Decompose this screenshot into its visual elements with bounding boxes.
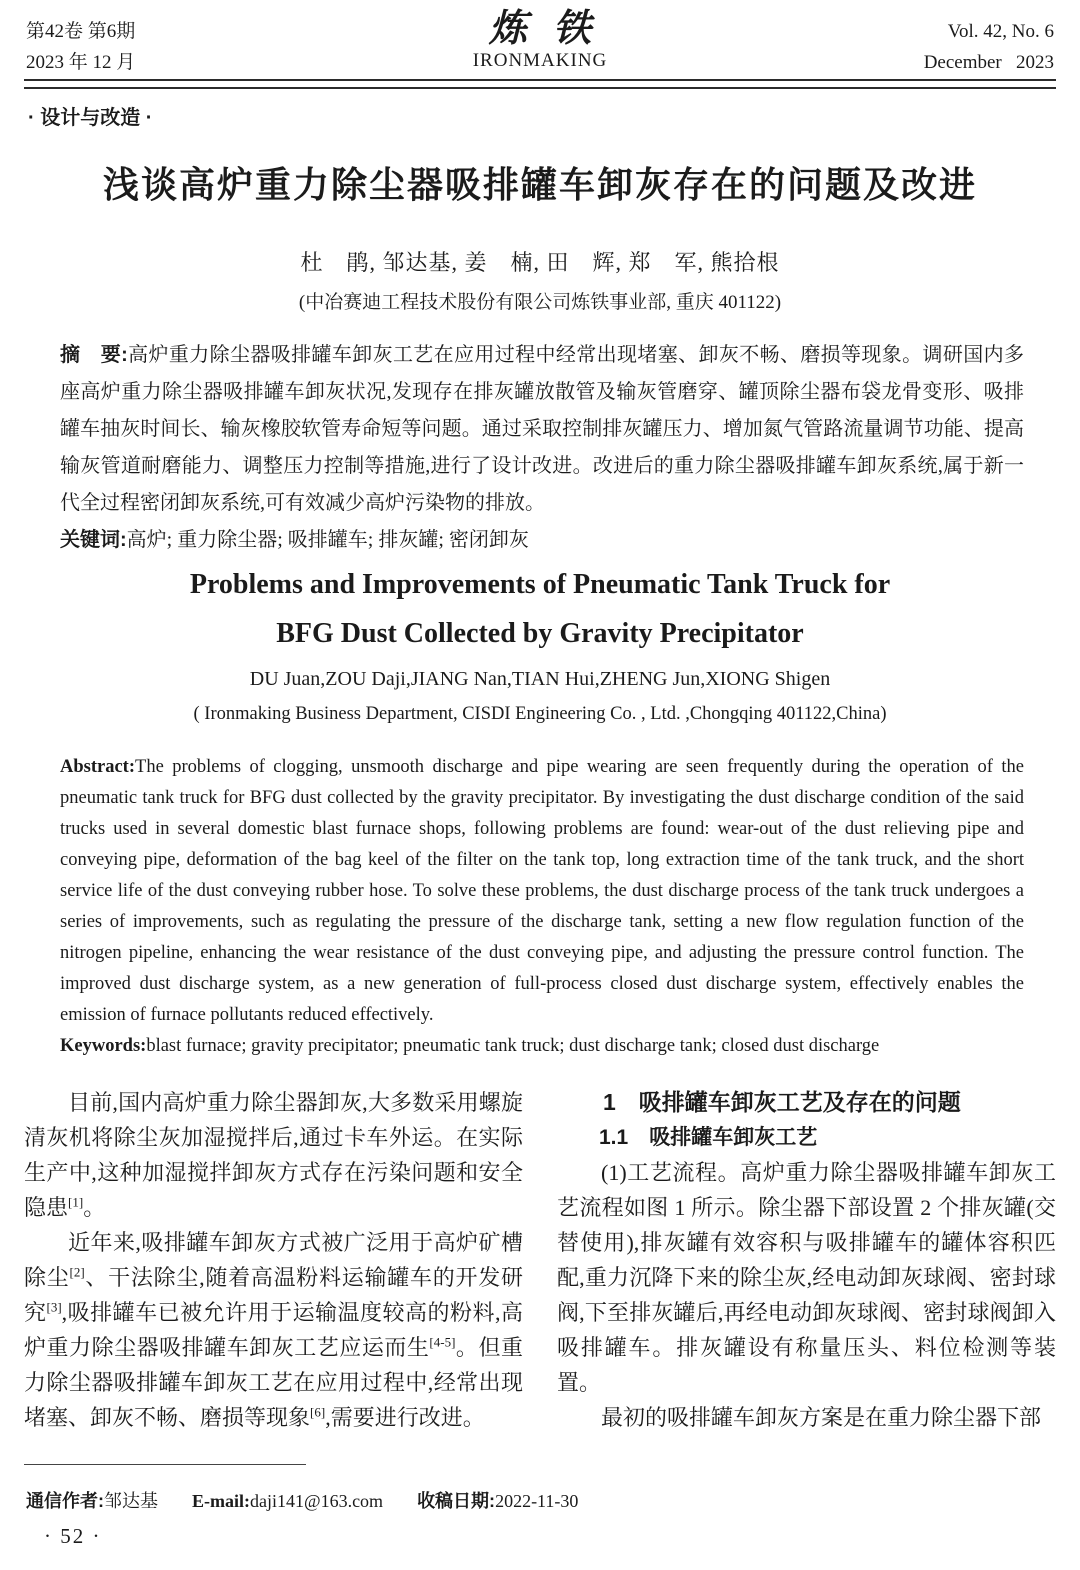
corresponding-author-label: 通信作者: — [26, 1491, 104, 1511]
received-date-label: 收稿日期: — [417, 1491, 496, 1511]
issue-date-cn: 2023 年 12 月 — [26, 52, 136, 73]
abstract-block-cn — [60, 337, 1024, 559]
footnote — [26, 1487, 578, 1513]
page-number: · 52 · — [44, 1524, 102, 1548]
email-value: daji141@163.com — [250, 1491, 384, 1511]
keywords-row-cn — [60, 522, 1024, 559]
abstract-text-cn: 高炉重力除尘器吸排罐车卸灰工艺在应用过程中经常出现堵塞、卸灰不畅、磨损等现象。调研国内多座高炉重力除尘器吸排罐车卸灰状况,发现存在排灰罐放散管及输灰管磨穿、罐顶除尘器布袋龙骨变形、吸排罐车抽灰时间长、输灰橡胶软管寿命短等问题。通过采取控制排灰罐压力、增加氮气管路流量调节功能、提高输灰管道耐磨能力、调整压力控制等措施,进行了设计改进。改进后的重力除尘器吸排罐车卸灰系统,属于新一代全过程密闭卸灰系统,可有效减少高炉污染物的排放。 — [60, 344, 1025, 514]
volume-issue-cn: 第42卷 第6期 — [26, 21, 136, 42]
authors-cn: 杜 鹃, 邹达基, 姜 楠, 田 辉, 郑 军, 熊拾根 — [300, 250, 780, 275]
authors-en: DU Juan,ZOU Daji,JIANG Nan,TIAN Hui,ZHENG Jun,XIONG Shigen — [249, 668, 831, 690]
right-column — [557, 1085, 1056, 1435]
body-paragraph: 近年来,吸排罐车卸灰方式被广泛用于高炉矿槽除尘[2]、干法除尘,随着高温粉料运输罐车的开发研究[3],吸排罐车已被允许用于运输温度较高的粉料,高炉重力除尘器吸排罐车卸灰工艺应运而生[4-5]。但重力除尘器吸排罐车卸灰工艺在应用过程中,经常出现堵塞、卸灰不畅、磨损等现象[6],需要进行改进。 — [24, 1230, 523, 1430]
body-columns — [24, 1085, 1056, 1435]
abstract-label-cn: 摘 要: — [60, 344, 128, 366]
abstract-text-en: The problems of clogging, unsmooth discharge and pipe wearing are seen frequently during the operation of the pneumatic tank truck for BFG dust collected by the gravity precipitator. By investigating the dust discharge condition of the said trucks used in several domestic blast furnace shops, following problems are found: wear-out of the dust relieving pipe and conveying pipe, deformation of the bag keel of the filter on the tank top, long extraction time of the tank truck, and the short service life of the dust conveying rubber hose. To solve these problems, the dust discharge process of the tank truck undergoes a series of improvements, such as regulating the pressure of the discharge tank, setting a new flow regulation function of the nitrogen pipeline, enhancing the wear resistance of the dust conveying pipe, and adjusting the pressure control function. The improved dust discharge system, as a new generation of full-process closed dust discharge system, effectively enables the emission of furnace pollutants reduced effectively. — [60, 757, 1024, 1025]
email-label: E-mail: — [192, 1491, 250, 1511]
keywords-label-cn: 关键词: — [60, 529, 127, 551]
header-divider — [24, 79, 1056, 89]
keywords-text-cn: 高炉; 重力除尘器; 吸排罐车; 排灰罐; 密闭卸灰 — [126, 529, 529, 551]
journal-masthead — [0, 8, 1080, 72]
affiliation-cn: (中冶赛迪工程技术股份有限公司炼铁事业部, 重庆 401122) — [298, 292, 782, 313]
issue-date-en: December 2023 — [923, 52, 1054, 73]
corresponding-author-value: 邹达基 — [104, 1491, 158, 1511]
keywords-label-en: Keywords: — [60, 1036, 147, 1056]
column-section-label: · 设计与改造 · — [28, 107, 153, 129]
article-title-cn: 浅谈高炉重力除尘器吸排罐车卸灰存在的问题及改进 — [102, 164, 977, 205]
article-title-en-line2: BFG Dust Collected by Gravity Precipitator — [276, 618, 804, 649]
article-title-en — [0, 560, 1080, 658]
left-column — [24, 1085, 523, 1435]
body-paragraph: (1)工艺流程。高炉重力除尘器吸排罐车卸灰工艺流程如图 1 所示。除尘器下部设置 2 个排灰罐(交替使用),排灰罐有效容积与吸排罐车的罐体容积匹配,重力沉降下来的除尘灰,经电动卸灰球阀、密封球阀,下至排灰罐后,再经电动卸灰球阀、密封球阀卸入吸排罐车。排灰罐设有称量压头、料位检测等装置。 — [557, 1160, 1056, 1395]
journal-logo: 炼铁 — [488, 8, 617, 50]
section-1-1-heading: 1.1 吸排罐车卸灰工艺 — [599, 1126, 818, 1149]
keywords-row-en — [60, 1031, 1024, 1062]
journal-name-en: IRONMAKING — [472, 50, 608, 71]
abstract-paragraph-en — [60, 752, 1024, 1031]
body-paragraph: 目前,国内高炉重力除尘器卸灰,大多数采用螺旋清灰机将除尘灰加湿搅拌后,通过卡车外运。在实际生产中,这种加湿搅拌卸灰方式存在污染问题和安全隐患[1]。 — [24, 1090, 523, 1220]
journal-issue-info-en — [924, 16, 1054, 78]
abstract-paragraph-cn — [60, 337, 1024, 522]
abstract-label-en: Abstract: — [60, 757, 136, 777]
footnote-divider — [24, 1464, 306, 1465]
keywords-text-en: blast furnace; gravity precipitator; pneumatic tank truck; dust discharge tank; closed dust discharge — [146, 1036, 880, 1056]
body-paragraph: 最初的吸排罐车卸灰方案是在重力除尘器下部 — [601, 1405, 1042, 1430]
section-1-heading: 1 吸排罐车卸灰工艺及存在的问题 — [603, 1089, 961, 1115]
affiliation-en: ( Ironmaking Business Department, CISDI Engineering Co. , Ltd. ,Chongqing 401122,China) — [193, 704, 887, 724]
received-date-value: 2022-11-30 — [495, 1491, 579, 1511]
article-title-en-line1: Problems and Improvements of Pneumatic Tank Truck for — [189, 569, 891, 600]
volume-issue-en: Vol. 42, No. 6 — [947, 21, 1054, 42]
abstract-block-en — [60, 752, 1024, 1062]
